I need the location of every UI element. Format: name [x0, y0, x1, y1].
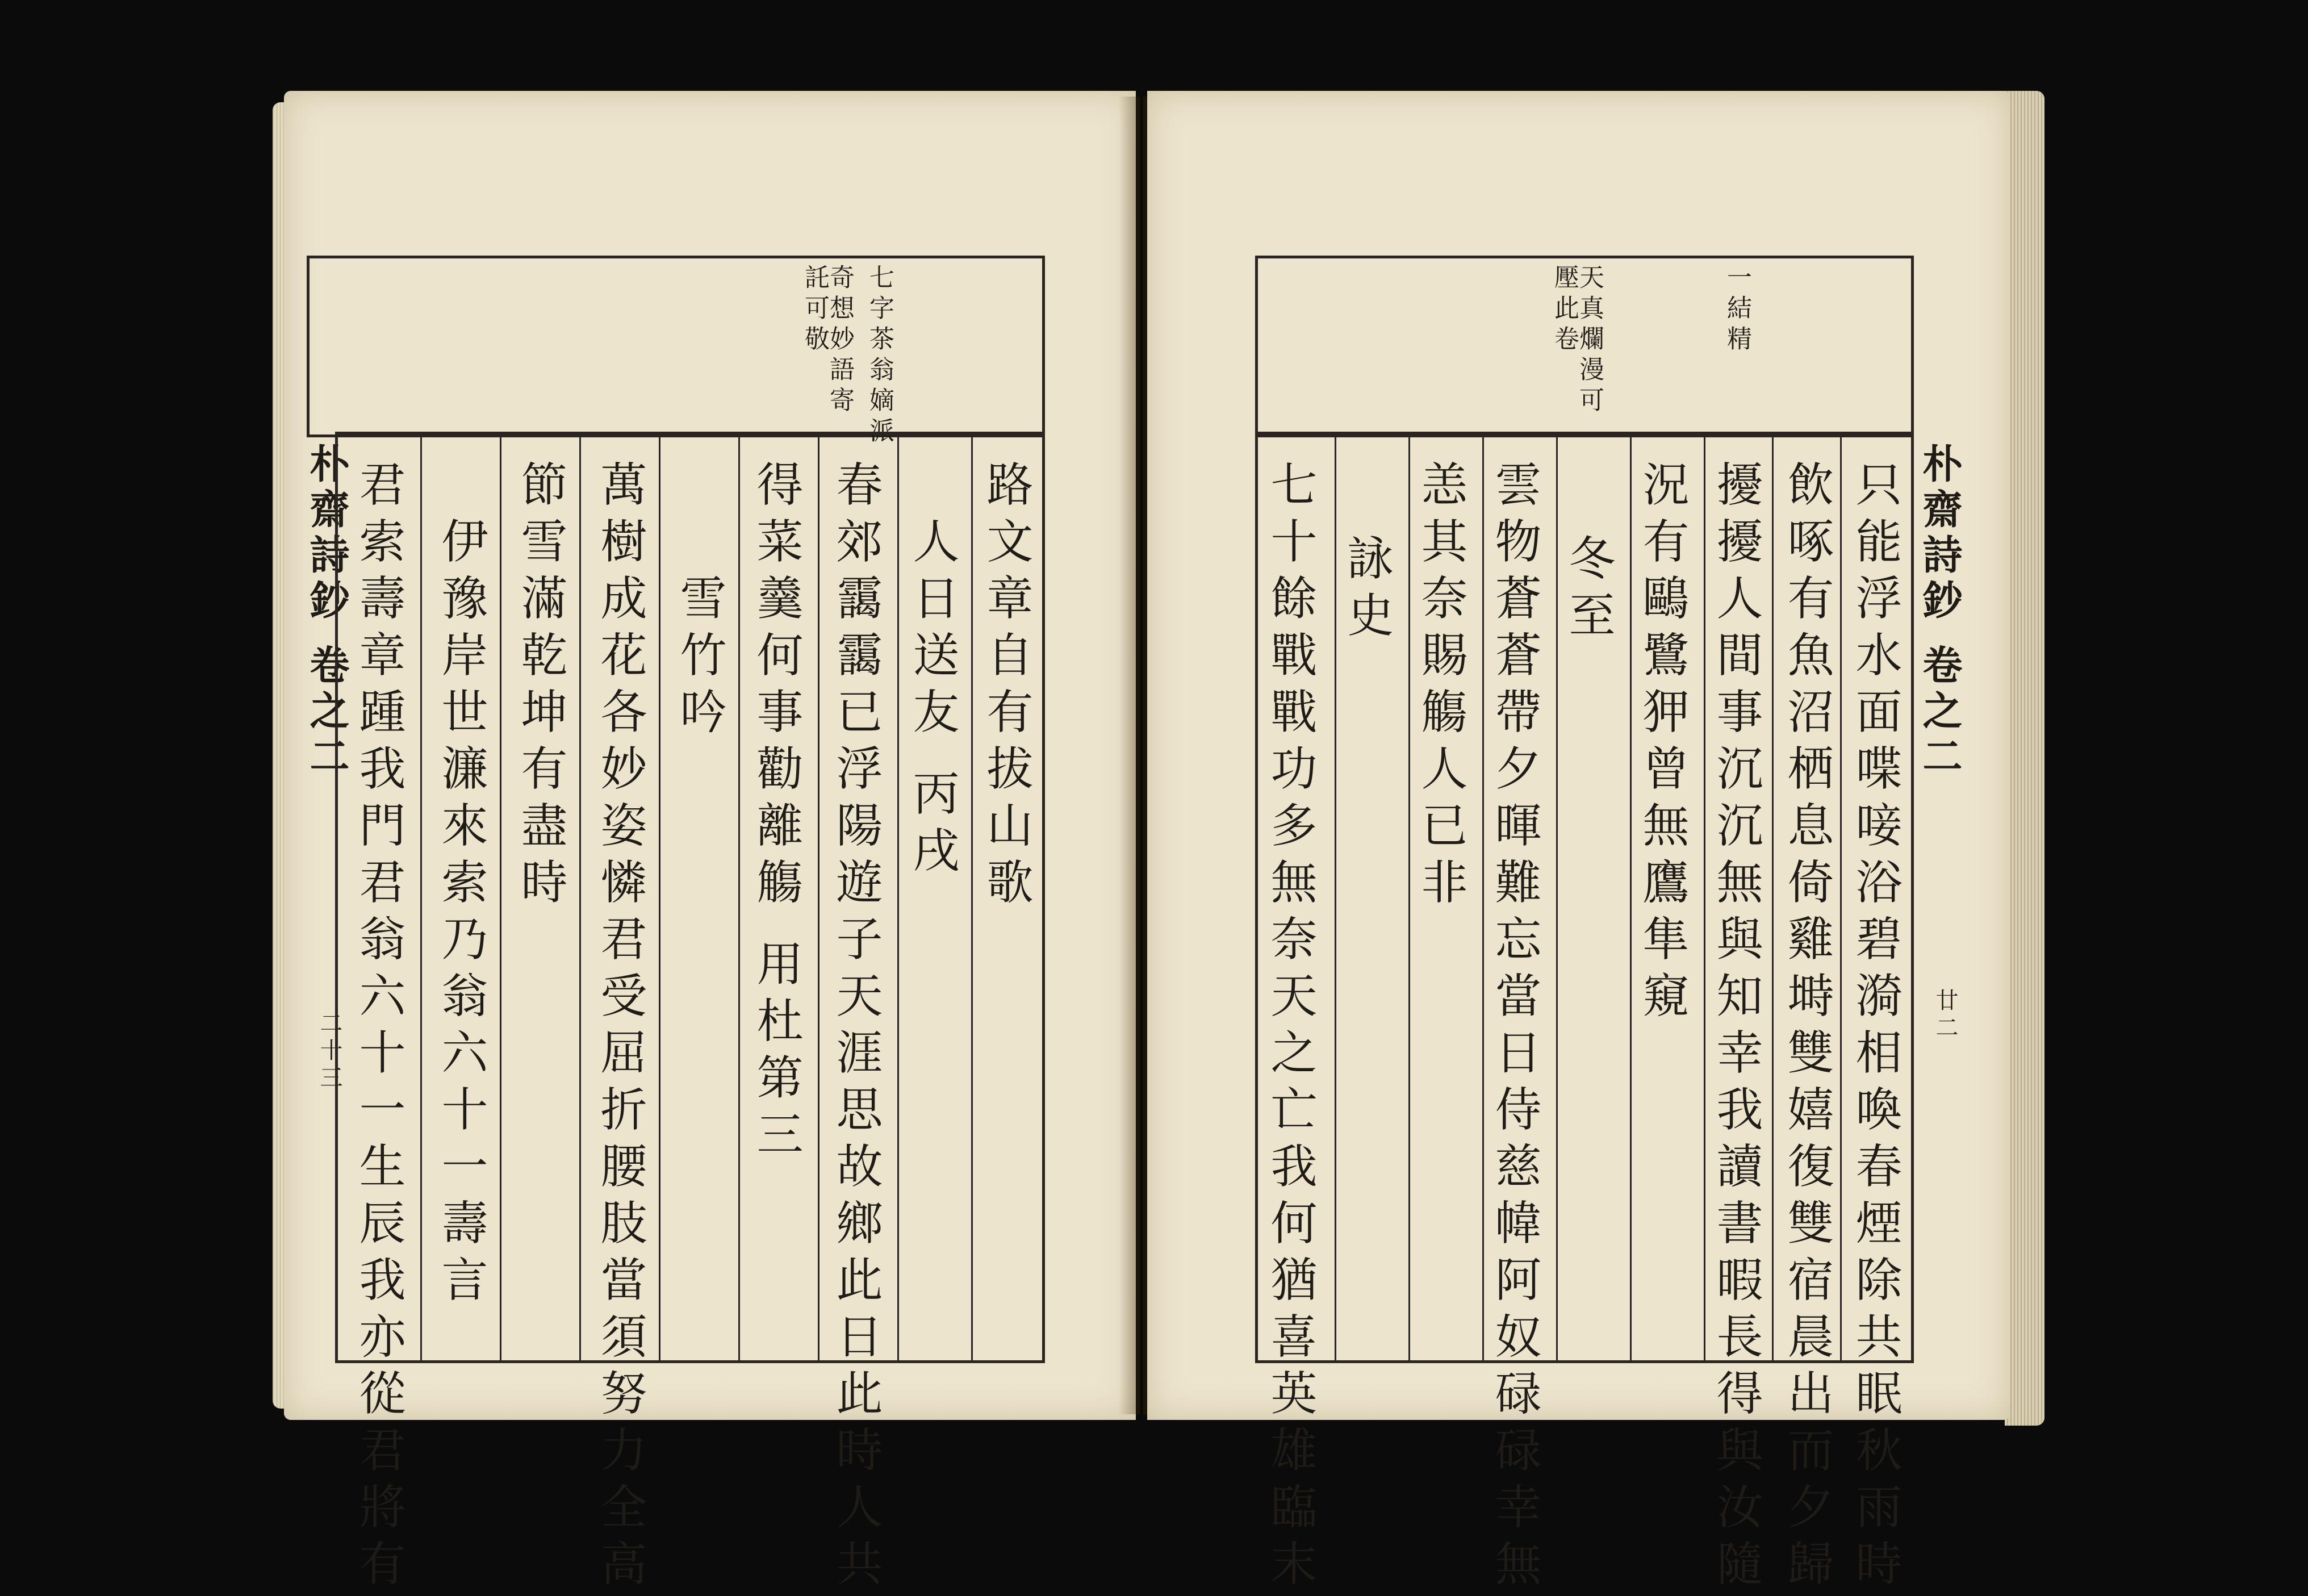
right-headnote-1: 一結精 [1722, 264, 1751, 356]
right-col-1: 只能浮水面喋唼浴碧漪相喚春煙除共眠秋雨時 [1848, 460, 1902, 1596]
left-col-3: 春郊靄靄已浮陽遊子天涯思故鄉此日此時人共 [829, 460, 883, 1596]
left-headnote-frame [307, 256, 1045, 448]
left-headnote-1: 七字茶翁嫡派 [865, 264, 894, 448]
left-col-8: 伊豫岸世濂來索乃翁六十一壽言 [434, 517, 488, 1312]
right-col-9: 七十餘戰戰功多無奈天之亡我何猶喜英雄臨末 [1263, 460, 1317, 1596]
left-page [284, 91, 1136, 1596]
right-folio: 廿二 [1932, 988, 1958, 1043]
open-book [273, 80, 2044, 1596]
left-col-5: 雪竹吟 [672, 574, 726, 744]
left-col-7: 節雪滿乾坤有盡時 [513, 460, 567, 914]
right-col-2: 飲啄有魚沼栖息倚雞塒雙嬉復雙宿晨出而夕歸 [1780, 460, 1834, 1596]
right-page [1147, 91, 2010, 1596]
left-col-9: 君索壽章踵我門君翁六十一生辰我亦從君將有 [352, 460, 405, 1596]
left-folio: 二十三 [316, 1011, 342, 1093]
left-headnote-2: 奇想妙語寄託可敬 [800, 264, 854, 417]
right-margin-label: 朴齋詩鈔 卷之二 [1916, 443, 1963, 781]
right-col-7: 恙其奈賜觴人已非 [1414, 460, 1467, 914]
right-col-3: 擾擾人間事沉沉無與知幸我讀書暇長得與汝隨 [1709, 460, 1763, 1596]
left-col-1: 路文章自有拔山歌 [979, 460, 1033, 914]
right-col-4: 況有鷗鷺狎曾無鷹隼窺 [1635, 460, 1689, 1028]
right-page-edges [2005, 91, 2044, 1426]
right-col-6: 雲物蒼蒼帶夕暉難忘當日侍慈幃阿奴碌碌幸無 [1487, 460, 1541, 1596]
left-col-6: 萬樹成花各妙姿憐君受屈折腰肢當須努力全高 [593, 460, 647, 1596]
left-margin-label: 朴齋詩鈔 卷之二 [303, 443, 350, 781]
left-col-4: 得菜羹何事勸離觴 用杜第三 [749, 460, 803, 1167]
right-col-5: 冬至 [1561, 534, 1615, 647]
left-col-2: 人日送友 丙戌 [905, 517, 959, 883]
right-headnote-2: 天真爛漫可壓此卷 [1550, 264, 1604, 417]
right-col-8: 詠史 [1340, 534, 1394, 647]
